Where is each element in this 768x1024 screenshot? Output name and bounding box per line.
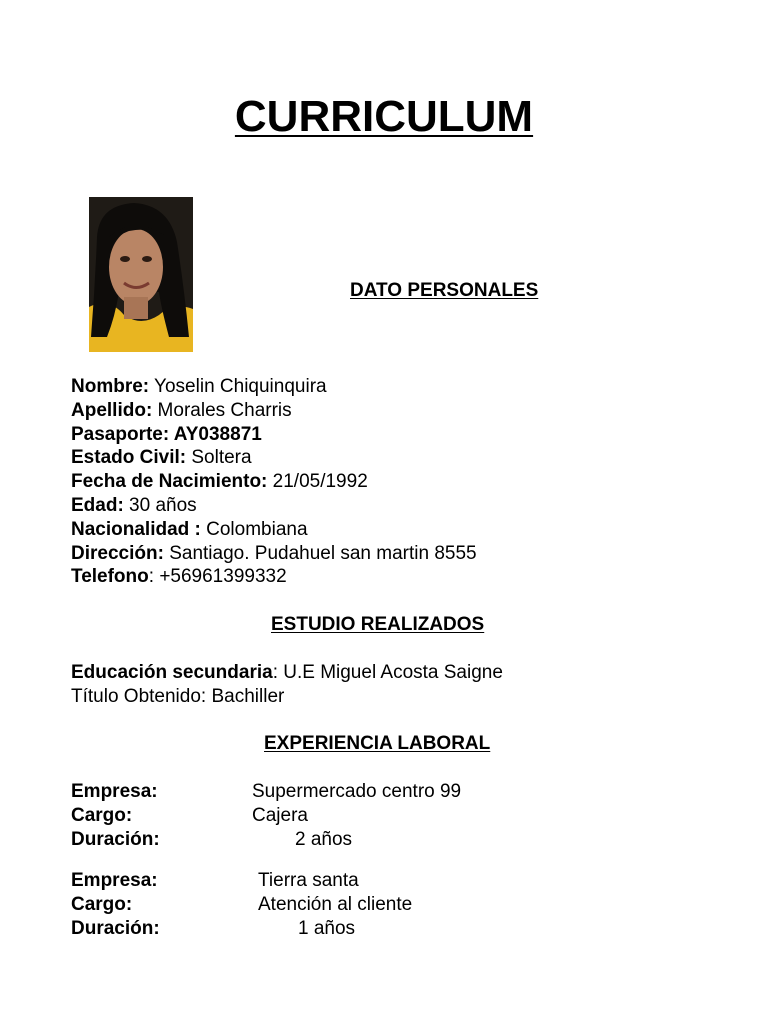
job-duration-value: 2 años [295, 829, 353, 850]
job-role-label: Cargo: [71, 805, 133, 826]
field-value: 30 años [123, 495, 197, 516]
field-value: Soltera [186, 447, 252, 469]
profile-photo [89, 197, 193, 352]
job-role-value: Cajera [252, 805, 308, 826]
degree-line: Título Obtenido: Bachiller [71, 686, 285, 707]
field-label: Pasaporte: AY038871 [71, 423, 262, 445]
field-value: Santiago. Pudahuel san martin 8555 [163, 542, 477, 564]
experience-heading: EXPERIENCIA LABORAL [264, 733, 491, 754]
field-value: Colombiana [200, 518, 308, 540]
job-company-value: Tierra santa [258, 870, 359, 891]
personal-field-birth-date [71, 470, 368, 493]
field-value: : +56961399332 [148, 566, 287, 588]
field-label: Nombre: [71, 376, 150, 397]
job-company-label: Empresa: [71, 870, 158, 891]
job-company-label: Empresa: [71, 781, 158, 802]
personal-field-address [71, 542, 477, 565]
job-role-value: Atención al cliente [258, 894, 413, 915]
field-label: Edad: [71, 495, 124, 516]
field-label: Telefono [71, 566, 149, 588]
education-value: : U.E Miguel Acosta Saigne [272, 662, 503, 683]
job-duration-label: Duración: [71, 918, 160, 939]
field-label: Estado Civil: [71, 447, 187, 469]
personal-field-marital-status [71, 446, 252, 469]
personal-field-name [71, 375, 327, 398]
field-label: Nacionalidad : [71, 518, 201, 540]
field-label: Apellido: [71, 399, 153, 421]
studies-heading: ESTUDIO REALIZADOS [271, 614, 485, 635]
field-label: Dirección: [71, 542, 164, 564]
job-duration-value: 1 años [298, 918, 356, 939]
personal-field-passport [71, 423, 262, 446]
field-value: 21/05/1992 [267, 471, 368, 493]
job-duration-label: Duración: [71, 829, 160, 850]
job-company-value: Supermercado centro 99 [252, 781, 462, 802]
education-label: Educación secundaria [71, 662, 273, 683]
field-value: Morales Charris [152, 399, 292, 421]
personal-field-phone [71, 565, 287, 588]
document-title: CURRICULUM [234, 92, 534, 141]
personal-field-surname [71, 399, 292, 422]
field-label: Fecha de Nacimiento: [71, 471, 268, 493]
personal-data-heading: DATO PERSONALES [350, 280, 539, 301]
field-value: Yoselin Chiquinquira [149, 376, 327, 397]
education-line [71, 661, 503, 684]
personal-field-nationality [71, 518, 308, 541]
personal-field-age [71, 494, 197, 517]
job-role-label: Cargo: [71, 894, 133, 915]
